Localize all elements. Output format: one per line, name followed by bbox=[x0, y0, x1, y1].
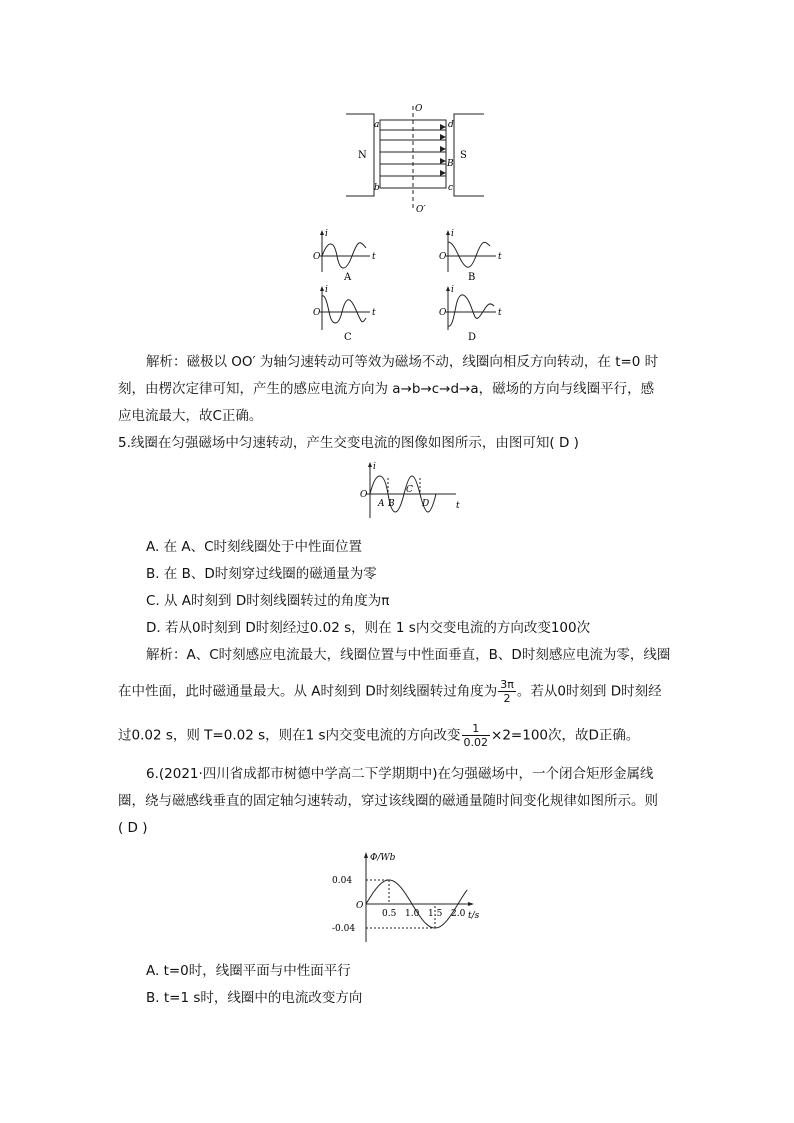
magnet-coil-diagram bbox=[340, 100, 490, 215]
pole-s-label: S bbox=[460, 150, 467, 161]
graph-a-axis-i: i bbox=[325, 229, 328, 239]
point-big-b-label: B bbox=[447, 159, 454, 169]
graph-c-origin: O bbox=[313, 308, 321, 318]
graph-b-origin: O bbox=[439, 252, 447, 262]
flux-chart bbox=[330, 846, 490, 946]
angle-fraction-num: 3π bbox=[500, 678, 514, 691]
graph-a-origin: O bbox=[313, 252, 321, 262]
q6-stem-line3: ( D ) bbox=[118, 820, 148, 836]
graph-d-axis-t: t bbox=[498, 308, 502, 318]
q5-analysis-line2-post: 。若从0时刻到 D时刻经 bbox=[516, 683, 662, 700]
q6-option-b: B. t=1 s时，线圈中的电流改变方向 bbox=[146, 990, 363, 1006]
flux-chart-xlabel: t/s bbox=[468, 911, 480, 921]
graph-c-axis-i: i bbox=[325, 285, 328, 295]
graph-b-axis-t: t bbox=[498, 252, 502, 262]
graph-a-label: A bbox=[344, 272, 352, 283]
q5-point-c: C bbox=[406, 485, 413, 495]
q5-axis-i: i bbox=[373, 462, 376, 472]
graph-d-axis-i: i bbox=[451, 285, 454, 295]
flux-ytick-label: 0.04 bbox=[332, 876, 353, 886]
q5-analysis-line1: 解析：A、C时刻感应电流最大，线圈位置与中性面垂直，B、D时刻感应电流为零，线圈 bbox=[146, 647, 671, 663]
q5-stem: 5.线圈在匀强磁场中匀速转动，产生交变电流的图像如图所示，由图可知( D ) bbox=[118, 435, 579, 451]
q5-option-b: B. 在 B、D时刻穿过线圈的磁通量为零 bbox=[146, 566, 377, 582]
q5-current-graph bbox=[356, 460, 466, 522]
period-fraction-den: 0.02 bbox=[463, 736, 489, 749]
q6-stem-line2: 圈，绕与磁感线垂直的固定轴匀速转动，穿过该线圈的磁通量随时间变化规律如图所示。则 bbox=[118, 793, 658, 809]
graph-c-label: C bbox=[344, 332, 352, 343]
point-b-label: b bbox=[374, 183, 380, 193]
graph-b-label: B bbox=[468, 272, 476, 283]
graph-d-origin: O bbox=[439, 308, 447, 318]
pole-n-label: N bbox=[358, 150, 367, 161]
graph-b-axis-i: i bbox=[451, 229, 454, 239]
graph-a-axis-t: t bbox=[372, 252, 376, 262]
q5-analysis-line2-pre: 在中性面，此时磁通量最大。从 A时刻到 D时刻线圈转过角度为 bbox=[118, 683, 498, 700]
graph-c-axis-t: t bbox=[372, 308, 376, 318]
flux-xtick-label: 1.0 bbox=[405, 909, 420, 919]
point-c-label: c bbox=[448, 183, 454, 193]
q5-axis-t: t bbox=[456, 501, 460, 511]
period-fraction-num: 1 bbox=[462, 722, 491, 736]
point-d-label: d bbox=[448, 120, 454, 130]
axis-o-top-label: O bbox=[415, 104, 423, 114]
q4-analysis-line2: 刻，由楞次定律可知，产生的感应电流方向为 a→b→c→d→a，磁场的方向与线圈平行，感 bbox=[118, 381, 655, 397]
flux-ytick-label: -0.04 bbox=[332, 924, 356, 934]
q5-point-a: A bbox=[378, 499, 385, 509]
q5-option-d: D. 若从0时刻到 D时刻经过0.02 s，则在 1 s内交变电流的方向改变100次 bbox=[146, 620, 591, 636]
period-fraction bbox=[462, 722, 491, 749]
q5-origin: O bbox=[360, 490, 368, 500]
flux-xtick-label: 1.5 bbox=[428, 909, 443, 919]
q5-analysis-line2 bbox=[118, 678, 662, 705]
q5-analysis-line3-pre: 过0.02 s，则 T=0.02 s，则在1 s内交变电流的方向改变 bbox=[118, 727, 461, 744]
flux-xtick-label: 0.5 bbox=[382, 909, 397, 919]
graph-d-label: D bbox=[468, 332, 477, 343]
angle-fraction-den: 2 bbox=[503, 692, 511, 705]
q5-option-a: A. 在 A、C时刻线圈处于中性面位置 bbox=[146, 539, 363, 555]
q5-point-d: D bbox=[422, 499, 430, 509]
axis-o-bottom-label: O′ bbox=[416, 205, 426, 215]
q5-analysis-line3 bbox=[118, 722, 639, 749]
option-graphs bbox=[310, 228, 520, 344]
q5-analysis-line3-post: ×2=100次，故D正确。 bbox=[491, 727, 640, 744]
q5-point-b: B bbox=[388, 499, 395, 509]
q6-stem-line1: 6.(2021·四川省成都市树德中学高二下学期期中)在匀强磁场中，一个闭合矩形金属线 bbox=[146, 766, 654, 782]
flux-chart-ylabel: Φ/Wb bbox=[370, 853, 396, 863]
q5-option-c: C. 从 A时刻到 D时刻线圈转过的角度为π bbox=[146, 593, 390, 609]
q4-analysis-line1: 解析：磁极以 OO′ 为轴匀速转动可等效为磁场不动，线圈向相反方向转动，在 t=0 时 bbox=[146, 354, 659, 370]
q4-analysis-line3: 应电流最大，故C正确。 bbox=[118, 408, 263, 424]
q6-option-a: A. t=0时，线圈平面与中性面平行 bbox=[146, 963, 351, 979]
flux-xtick-label: 2.0 bbox=[451, 909, 466, 919]
angle-fraction bbox=[498, 678, 516, 705]
point-a-label: a bbox=[374, 120, 380, 130]
flux-chart-origin: O bbox=[356, 901, 364, 911]
